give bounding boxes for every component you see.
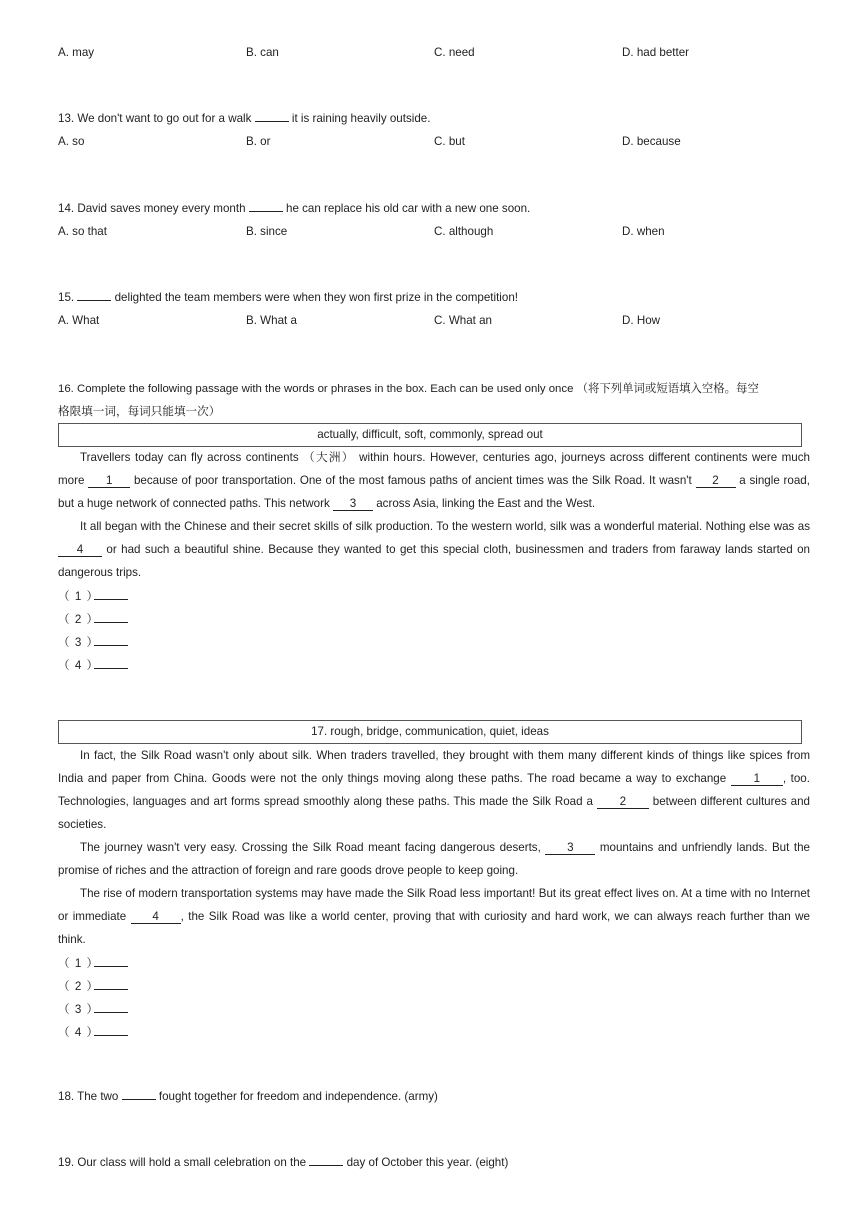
q12-option-a[interactable]: A. may [58,46,95,59]
q14-stem-text-end: he can replace his old car with a new one soon. [286,202,531,215]
q13-option-c[interactable]: C. but [434,135,465,148]
q16-blank-1: 1 [88,474,130,488]
q17-answer-4[interactable] [58,1024,128,1040]
q17-answer-3-label: （ 3 ） [58,1003,100,1016]
q17-blank-1: 1 [731,772,783,786]
q14-option-a[interactable]: A. so that [58,225,107,238]
q17-p1-text-c: between different cultures and societies. [58,795,811,831]
q13-stem-text-end: it is raining heavily outside. [291,112,431,125]
q13-option-b[interactable]: B. or [246,135,271,148]
q17-p2-text-b: mountains and unfriendly lands. But the promise of riches and the attraction of foreign and rare goods drove people to keep going. [58,841,810,877]
q17-p2-text-a: The journey wasn't very easy. Crossing the Silk Road meant facing dangerous deserts, [80,841,541,854]
q12-option-d[interactable]: D. had better [622,46,690,59]
q17-answer-2[interactable] [58,978,128,994]
q14-stem [58,202,530,215]
q17-blank-4: 4 [131,910,181,924]
q16-paragraph-1 [58,446,810,515]
q17-answer-4-label: （ 4 ） [58,1026,100,1039]
q19-stem-text: 19. Our class will hold a small celebration on the [58,1156,307,1169]
q12-option-b[interactable]: B. can [246,46,279,59]
q13-option-a[interactable]: A. so [58,135,85,148]
q16-p2-text-b: or had such a beautiful shine. Because they wanted to get this special cloth, businessmen and traders from faraway lands started on dangerous trips. [58,543,810,579]
q15-option-d[interactable]: D. How [622,314,661,327]
q17-answer-2-blank[interactable] [94,980,128,990]
q16-answer-1-label: （ 1 ） [58,590,100,603]
q15-stem-text: 15. [58,291,75,304]
q15-stem [58,291,518,304]
q15-option-a[interactable]: A. What [58,314,100,327]
q17-blank-3: 3 [545,841,595,855]
q15-options [58,314,818,330]
q16-p1-text-a: Travellers today can fly across continents （大洲） within hours. However, centuries ago, journeys across different continents were much more [58,451,810,487]
q13-stem-text: 13. We don't want to go out for a walk [58,112,252,125]
q16-answer-1[interactable] [58,588,128,604]
q15-option-c[interactable]: C. What an [434,314,492,327]
q13-blank [255,112,289,122]
q13-option-d[interactable]: D. because [622,135,681,148]
q14-option-d[interactable]: D. when [622,225,665,238]
q14-option-c[interactable]: C. although [434,225,494,238]
q16-paragraph-2 [58,515,810,584]
q17-answer-1[interactable] [58,955,128,971]
q18-stem-text-end: fought together for freedom and independence. (army) [158,1090,438,1103]
q19-stem [58,1156,508,1169]
q17-paragraph-1 [58,744,810,836]
q16-blank-2: 2 [696,474,736,488]
q16-answer-2-label: （ 2 ） [58,613,100,626]
q17-p1-text-a: In fact, the Silk Road wasn't only about silk. When traders travelled, they brought with them many different kinds of things like spices from India and paper from China. Goods were not the only things moving along these paths. The road became a way to exchange [58,749,810,785]
q15-blank [77,291,111,301]
q17-paragraph-3 [58,882,810,951]
q16-p2-text-a: It all began with the Chinese and their secret skills of silk production. To the western world, silk was a wonderful material. Nothing else was as [80,520,810,533]
q14-stem-text: 14. David saves money every month [58,202,246,215]
q17-paragraph-2 [58,836,810,882]
q17-answer-1-blank[interactable] [94,957,128,967]
q16-instruction-line2: 格限填一词，每词只能填一次） [58,405,221,418]
q16-instruction-line1: 16. Complete the following passage with the words or phrases in the box. Each can be used only once （将下列单词或短语填入空格。每空 [58,383,759,395]
q16-p1-text-b: because of poor transportation. One of the most famous paths of ancient times was the Silk Road. It wasn't [133,474,692,487]
q19-blank[interactable] [309,1156,343,1166]
q16-answer-3[interactable] [58,634,128,650]
q17-p3-text-a: The rise of modern transportation systems may have made the Silk Road less important! But its great effect lives on. At a time with no Internet or immediate [58,887,810,923]
q18-stem [58,1090,438,1103]
q16-answer-1-blank[interactable] [94,590,128,600]
q14-option-b[interactable]: B. since [246,225,288,238]
q12-options [58,46,818,62]
q18-stem-text: 18. The two [58,1090,119,1103]
q16-answer-4-label: （ 4 ） [58,659,100,672]
q13-options [58,135,818,151]
q17-answer-2-label: （ 2 ） [58,980,100,993]
q16-answer-2[interactable] [58,611,128,627]
q18-blank[interactable] [122,1090,156,1100]
q16-blank-3: 3 [333,497,373,511]
q16-answer-2-blank[interactable] [94,613,128,623]
q17-blank-2: 2 [597,795,649,809]
q15-option-b[interactable]: B. What a [246,314,297,327]
q14-options [58,225,818,241]
q17-p1-text-b: , too. Technologies, languages and art forms spread smoothly along these paths. This made the Silk Road a [58,772,810,808]
q12-option-c[interactable]: C. need [434,46,475,59]
q13-stem [58,112,430,125]
q16-answer-4[interactable] [58,657,128,673]
q16-p1-text-c: a single road, but a huge network of connected paths. This network [58,474,810,510]
q15-stem-text-end: delighted the team members were when they won first prize in the competition! [114,291,518,304]
q17-p3-text-b: , the Silk Road was like a world center, proving that with curiosity and hard work, we can always reach further than we think. [58,910,810,946]
q17-answer-3-blank[interactable] [94,1003,128,1013]
q17-word-box: 17. rough, bridge, communication, quiet, ideas [58,720,802,744]
q17-answer-1-label: （ 1 ） [58,957,100,970]
q16-answer-3-label: （ 3 ） [58,636,100,649]
q16-blank-4: 4 [58,543,102,557]
q16-p1-text-d: across Asia, linking the East and the West. [376,497,596,510]
q17-answer-4-blank[interactable] [94,1026,128,1036]
q17-answer-3[interactable] [58,1001,128,1017]
q14-blank [249,202,283,212]
q16-answer-4-blank[interactable] [94,659,128,669]
q16-answer-3-blank[interactable] [94,636,128,646]
q16-word-box: actually, difficult, soft, commonly, spread out [58,423,802,447]
q19-stem-text-end: day of October this year. (eight) [346,1156,509,1169]
